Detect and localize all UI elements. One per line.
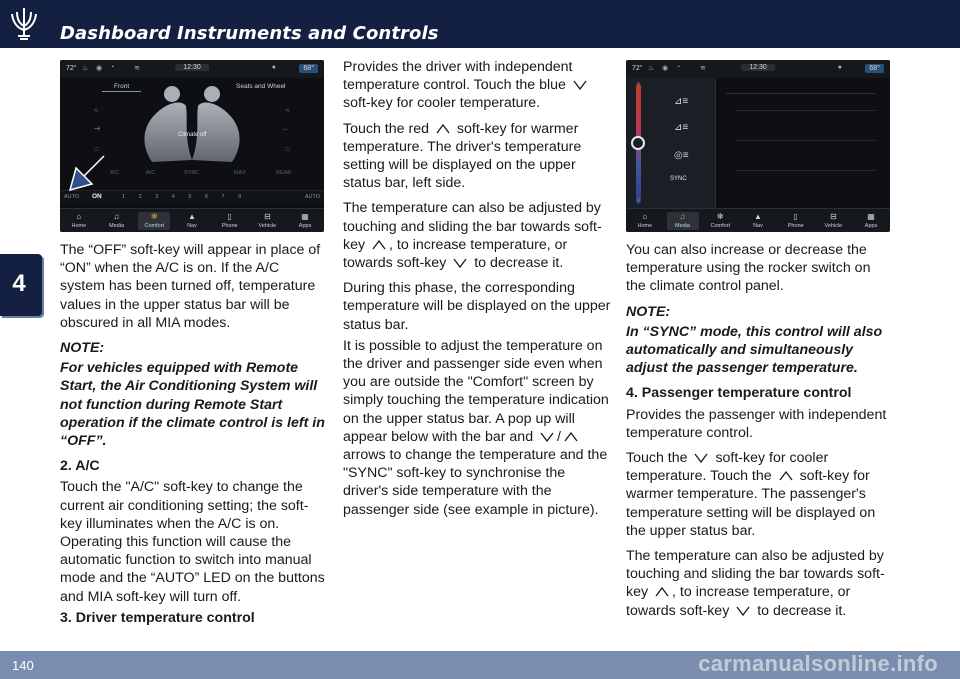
music-note-icon: ♫: [113, 212, 120, 221]
seat-heat-icon: ♨: [82, 65, 89, 72]
home-icon: ⌂: [76, 212, 82, 221]
navigation-arrow-icon: ▲: [187, 212, 196, 221]
nav-nav: ▲ Nav: [187, 212, 197, 229]
heated-seat-icon: ⊿≡: [674, 96, 689, 107]
passenger-temp-readout: 68°: [865, 64, 884, 73]
chapter-number: 4: [12, 270, 26, 297]
chevron-down-icon: [453, 258, 467, 268]
text-column-3: [626, 241, 890, 627]
paragraph: You can also increase or decrease the temperature using the rocker switch on the climate control panel.: [626, 242, 871, 295]
passenger-temp-readout: 68°: [299, 64, 318, 73]
vent-face-right-icon: ≈: [285, 106, 290, 115]
paragraph: Touch the soft-key for cooler temperature. Touch the soft-key for warmer temperature. The passenger's temperature setting will be displayed on the upper status bar.: [626, 450, 876, 539]
nav-vehicle: ⊟ Vehicle: [824, 212, 843, 229]
section-heading-ac: 2. A/C: [60, 458, 100, 475]
section-heading-driver-temp: 3. Driver temperature control: [60, 609, 255, 626]
status-bar: [60, 60, 324, 78]
nav-comfort: ✻ Comfort: [138, 212, 170, 230]
fan-auto-left: AUTO: [64, 194, 80, 200]
bell-icon: ◔: [110, 64, 115, 71]
apps-grid-icon: ▦: [301, 212, 309, 221]
paragraph: Provides the passenger with independent temperature control.: [626, 406, 887, 441]
paragraph: The temperature can also be adjusted by touching and sliding the bar towards soft-key , to increase temperature, or towards soft-key to decrease it.: [626, 548, 885, 619]
paragraph: During this phase, the corresponding temperature will be displayed on the upper status bar.: [343, 280, 611, 333]
vent-feet-right-icon: ←: [282, 124, 290, 133]
nav-media: ♫ Media: [109, 212, 125, 229]
background-divider: [736, 170, 876, 171]
chevron-down-icon: ∨: [636, 197, 642, 204]
bell-icon: ◔: [676, 64, 681, 71]
defrost-icon: ⌂: [94, 144, 99, 153]
mic-icon: ●: [837, 64, 842, 71]
chevron-up-icon: [564, 432, 578, 442]
sync-popup-screen-image: [626, 60, 890, 232]
steering-wheel-icon: ◎≡: [674, 150, 689, 161]
status-bar: [626, 60, 890, 78]
tab-seats-wheel: Seats and Wheel: [236, 83, 286, 90]
fan-icon: ✻: [716, 212, 724, 221]
text-column-2: [343, 58, 611, 526]
nav-home: ⌂ Home: [71, 212, 87, 229]
chevron-up-icon: [779, 471, 793, 481]
pointer-arrow-icon: [68, 154, 106, 192]
page-footer: [0, 651, 960, 679]
fan-speed-bar: [60, 190, 324, 204]
phone-icon: ▯: [793, 212, 798, 221]
wifi-icon: ≋: [700, 65, 706, 72]
section-heading-passenger-temp: 4. Passenger temperature control: [626, 385, 852, 402]
driver-temp-readout: 72°: [632, 65, 643, 72]
nav-phone: ▯ Phone: [221, 212, 238, 229]
temperature-popup: [626, 78, 716, 208]
clock: 12:30: [175, 64, 209, 71]
sync-key: SYNC: [184, 170, 200, 176]
paragraph: The temperature can also be adjusted by touching and sliding the bar towards soft-key , to increase temperature, or towards soft-key to decrease it.: [343, 200, 602, 272]
chevron-down-icon: [694, 453, 708, 463]
max-key: MAX: [234, 170, 246, 176]
home-icon: ⌂: [642, 212, 648, 221]
bottom-nav-bar: [60, 208, 324, 232]
fan-on-key: ON: [92, 193, 102, 200]
note-heading: NOTE:: [60, 340, 105, 357]
vent-feet-icon: ➔: [94, 124, 101, 133]
chevron-down-icon: [540, 432, 554, 442]
seat-heat-icon: ♨: [648, 65, 655, 72]
watermark: carmanualsonline.info: [698, 651, 938, 676]
page-number: 140: [12, 658, 34, 673]
paragraph: Touch the "A/C" soft-key to change the current air conditioning setting; the soft-key illuminates when the A/C is on. Operating this function will cause the automatic function to switch into manual mode and the “AUTO” LED on the buttons and MIA soft-key will turn off.: [60, 479, 325, 605]
background-tabs: [726, 84, 876, 94]
phone-icon: ▯: [227, 212, 232, 221]
nav-home: ⌂ Home: [637, 212, 653, 229]
fan-icon: ✻: [150, 212, 158, 221]
climate-screen-image: [60, 60, 324, 232]
ac-max-key: A/C: [146, 170, 156, 176]
user-icon: ◉: [662, 65, 669, 72]
chevron-up-icon: [372, 240, 386, 250]
apps-grid-icon: ▦: [867, 212, 875, 221]
nav-comfort: ✻ Comfort: [710, 212, 731, 229]
background-divider: [736, 110, 876, 111]
nav-phone: ▯ Phone: [787, 212, 804, 229]
climate-off-label: Climate off: [178, 132, 207, 138]
chapter-tab: [0, 254, 42, 316]
nav-media: ♫ Media: [667, 212, 699, 230]
chevron-up-icon: [436, 124, 450, 134]
fan-steps: 1 2 3 4 5 6 7 8: [122, 194, 248, 200]
paragraph: Provides the driver with independent temperature control. Touch the blue soft-key for cooler temperature.: [343, 58, 611, 113]
chevron-down-icon: [573, 80, 587, 90]
nav-nav: ▲ Nav: [753, 212, 763, 229]
paragraph: The “OFF” soft-key will appear in place of “ON” when the A/C is on. If the A/C system has been turned off, temperature values in the upper status bar will be obscured in all MIA modes.: [60, 242, 321, 331]
note-body: For vehicles equipped with Remote Start, the Air Conditioning System will not function during Remote Start operation if the climate control is left in “OFF”.: [60, 360, 325, 450]
bottom-nav-bar: [626, 208, 890, 232]
driver-temp-readout: 72°: [66, 65, 77, 72]
note-body: In “SYNC” mode, this control will also automatically and simultaneously adjust the passenger temperature.: [626, 323, 883, 377]
tab-front: Front: [102, 83, 141, 92]
background-divider: [736, 140, 876, 141]
page-header: [0, 0, 960, 48]
wifi-icon: ≋: [134, 65, 140, 72]
navigation-arrow-icon: ▲: [753, 212, 762, 221]
car-icon: ⊟: [264, 212, 271, 221]
paragraph: Touch the red soft-key for warmer temperature. The driver's temperature setting will be displayed on the upper status bar, left side.: [343, 120, 582, 192]
clock: 12:30: [741, 64, 775, 71]
nav-vehicle: ⊟ Vehicle: [258, 212, 277, 229]
trident-logo-icon: [8, 6, 40, 42]
note-heading: NOTE:: [626, 303, 671, 320]
car-icon: ⊟: [830, 212, 837, 221]
user-icon: ◉: [96, 65, 103, 72]
paragraph: It is possible to adjust the temperature on the driver and passenger side even when you are outside the "Comfort" screen by simply touching the temperature indication on the upper status bar. A pop up will appear below with the bar and / arrows to change the temperature and the "SYNC" soft-key to synchronise the driver's side temperature with the passenger side (see example in picture).: [343, 337, 609, 518]
rear-key: REAR: [276, 170, 292, 176]
vent-face-icon: ≈: [94, 106, 99, 115]
temperature-slider-knob: [631, 136, 645, 150]
ventilated-seat-icon: ⊿≡: [674, 122, 689, 133]
fan-auto-right: AUTO: [304, 194, 320, 200]
chevron-up-icon: [655, 587, 669, 597]
vent-defrost-right-icon: ⌂: [285, 144, 290, 153]
chevron-down-icon: [736, 606, 750, 616]
mic-icon: ●: [271, 64, 276, 71]
nav-apps: ▦ Apps: [298, 212, 312, 229]
seats-illustration: [130, 84, 254, 166]
page-title: Dashboard Instruments and Controls: [60, 23, 439, 44]
sync-key: SYNC: [670, 176, 687, 182]
music-note-icon: ♫: [679, 212, 686, 221]
text-column-1: [60, 241, 326, 630]
nav-apps: ▦ Apps: [864, 212, 878, 229]
ac-key: A/C: [110, 170, 120, 176]
